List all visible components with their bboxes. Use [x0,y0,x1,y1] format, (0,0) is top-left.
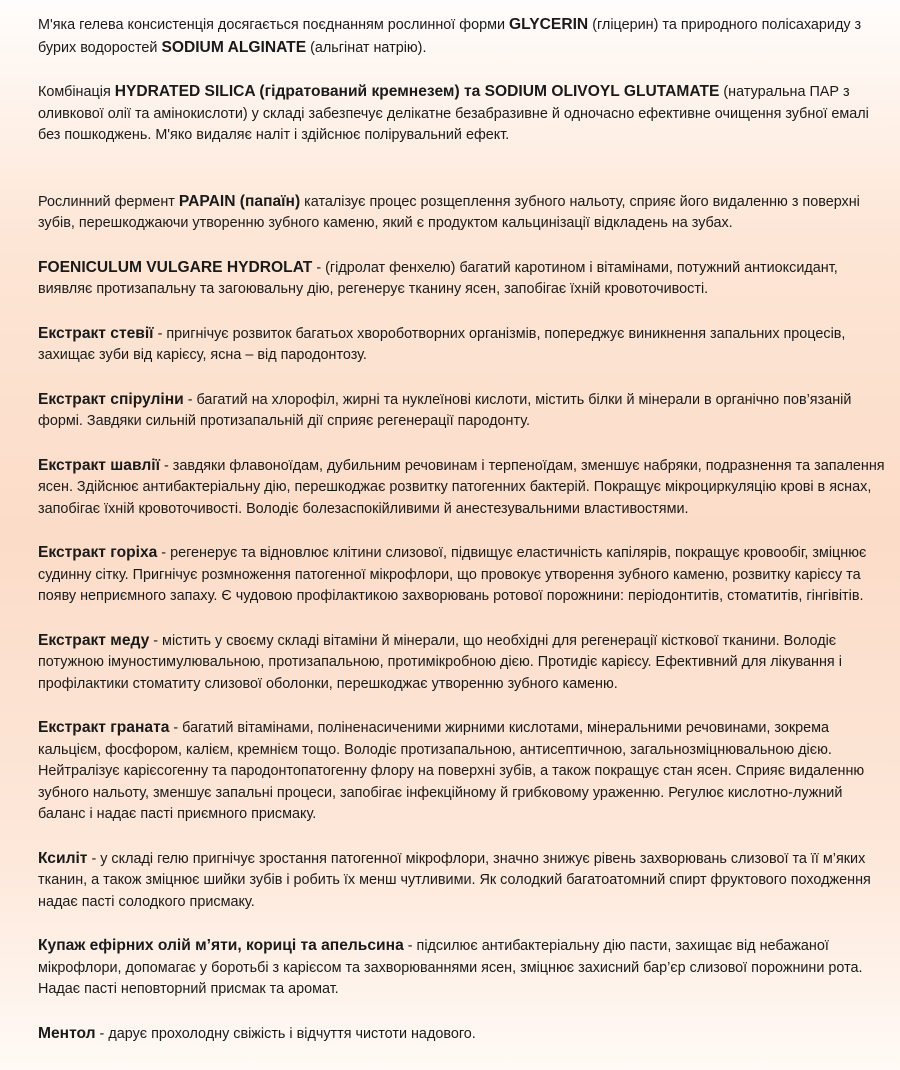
paragraph-papain [38,191,890,235]
term-foeniculum: FOENICULUM VULGARE HYDROLAT [38,258,313,276]
text: каталізує процес розщеплення зубного нальоту, сприяє його видаленню з поверхні зубів, перешкоджаючи утворенню зубного каменю, який є продуктом кальцинізації відкладень на зубах. [38,193,860,231]
paragraph-hydrated-silica [38,81,890,147]
term-honey: Екстракт меду [38,631,150,649]
paragraph-xylitol [38,848,890,914]
paragraph-essential-oils [38,935,890,1001]
paragraph-pomegranate [38,717,890,826]
paragraph-spirulina [38,389,890,433]
text: Рослинний фермент [38,193,179,210]
paragraph-sage [38,455,890,521]
paragraph-foeniculum [38,257,890,301]
paragraph-walnut [38,542,890,608]
text: - у складі гелю пригнічує зростання патогенної мікрофлори, значно знижує рівень захворювань слизової та її м’яких тканин, а також зміцнює шийки зубів і робить їх менш чутливими. Як солодкий багатоатомний спирт фруктового походження надає пасті солодкого присмаку. [38,850,871,910]
paragraph-stevia [38,323,890,367]
paragraph-menthol [38,1023,890,1046]
term-menthol: Ментол [38,1024,96,1042]
text: - багатий на хлорофіл, жирні та нуклеїнові кислоти, містить білки й мінерали в органічно пов’язаній формі. Завдяки сильній протизапальній дії сприяє регенерації пародонту. [38,391,852,429]
term-sodium-alginate: SODIUM ALGINATE [161,38,307,56]
text: - багатий вітамінами, поліненасиченими жирними кислотами, мінеральними речовинами, зокрема кальцієм, фосфором, калієм, кремнієм тощо. Володіє протизапальною, антисептичною, загальнозміцнювальною дією. Нейтралізує карієсогенну та пародонтопатогенну флору на поверхні зубів, а також покращує стан ясен. Сприяє видаленню зубного нальоту, зменшує запальні процеси, запобігає інфекційному й грибковому ураженню. Регулює кислотно-лужний баланс і надає пасті приємного присмаку. [38,720,865,822]
term-glycerin: GLYCERIN [509,16,589,33]
ingredients-description [38,14,890,1067]
text: - регенерує та відновлює клітини слизової, підвищує еластичність капілярів, покращує кровообіг, зміцнює судинну сітку. Пригнічує розмноження патогенної мікрофлори, що провокує утворення зубного каменю, розвитку карієсу та появу неприємного запаху. Є чудовою профілактикою захворювань ротової порожнини: періодонтитів, стоматитів, гінгівітів. [38,545,867,604]
paragraph-glycerin [38,14,890,59]
text: (натуральна ПАР з оливкової олії та амінокислоти) у складі забезпечує делікатне безабразивне й одночасно ефективне очищення зубної емалі без пошкоджень. М'яко видаляє наліт і здійснює полірувальний ефект. [38,84,869,143]
text: (гліцерин) та природного полісахариду з бурих водоростей [38,17,862,56]
paragraph-honey [38,630,890,696]
text: - завдяки флавоноїдам, дубильним речовинам і терпеноїдам, зменшує набряки, подразнення та запалення ясен. Здійснює антибактеріальну дію, перешкоджає розвитку патогенних бактерій. Покращує мікроциркуляцію крові в яснах, запобігає їхній кровоточивості. Володіє болезаспокійливими й анестезувальними властивостями. [38,457,885,517]
text: - містить у своєму складі вітаміни й мінерали, що необхідні для регенерації кісткової тканини. Володіє потужною імуностимулювальною, протизапальною, протимікробною дією. Протидіє карієсу. Ефективний для лікування і профілактики стоматиту слизової оболонки, перешкоджає утворенню зубного каменю. [38,632,842,692]
term-sage: Екстракт шавлії [38,456,160,474]
term-stevia: Екстракт стевії [38,324,154,342]
term-papain: PAPAIN (папаїн) [178,192,301,210]
text: - (гідролат фенхелю) багатий каротином і вітамінами, потужний антиоксидант, виявляє протизапальну та загоювальну дію, регенерує тканину ясен, запобігає їхній кровоточивості. [38,259,838,297]
term-essential-oils: Купаж ефірних олій м’яти, кориці та апельсина [38,937,404,954]
text: - дарує прохолодну свіжість і відчуття чистоти надового. [95,1025,476,1042]
term-xylitol: Ксиліт [38,849,88,867]
text: - підсилює антибактеріальну дію пасти, захищає від небажаної мікрофлори, допомагає у боротьбі з карієсом та захворюваннями ясен, зміцнює захисний бар’єр слизової порожнини рота. Надає пасті неповторний присмак та аромат. [38,938,863,997]
text: Комбінація [38,84,115,100]
text: М'яка гелева консистенція досягається поєднанням рослинної форми [38,17,510,33]
term-walnut: Екстракт горіха [38,544,158,561]
term-spirulina: Екстракт спіруліни [38,390,184,408]
term-pomegranate: Екстракт граната [38,719,170,736]
term-hydrated-silica: HYDRATED SILICA (гідратований кремнезем) та SODIUM OLIVOYL GLUTAMATE [114,83,720,100]
text: - пригнічує розвиток багатьох хвороботворних організмів, попереджує виникнення запальних процесів, захищає зуби від карієсу, ясна – від пародонтозу. [38,325,846,363]
text: (альгінат натрію). [306,39,427,56]
